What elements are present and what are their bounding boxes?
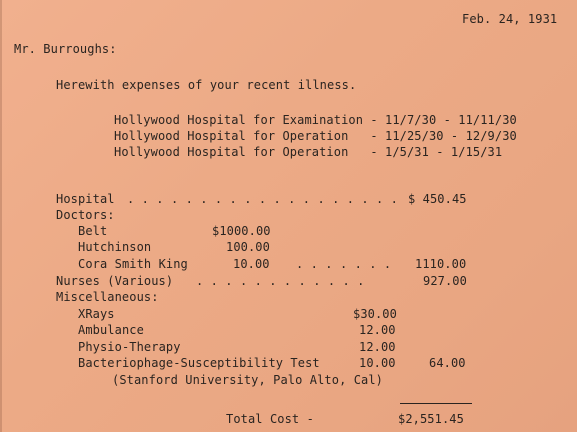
nurses-label: Nurses (Various) (56, 274, 174, 288)
total-amount: $2,551.45 (398, 412, 464, 426)
doctors-total: 1110.00 (415, 257, 467, 271)
intro-line: Herewith expenses of your recent illness. (56, 78, 357, 92)
misc-item-amount: 12.00 (359, 340, 396, 354)
doctor-amount: $1000.00 (212, 224, 271, 238)
misc-item-amount: 12.00 (359, 323, 396, 337)
doctors-leader: . . . . . . . (296, 257, 392, 271)
stay-line: Hollywood Hospital for Examination - 11/7/30 - 11/11/30 (114, 113, 517, 127)
hospital-label: Hospital (56, 192, 115, 206)
misc-item-name: XRays (78, 307, 115, 321)
doctors-label: Doctors: (56, 208, 115, 222)
total-label: Total Cost - (226, 412, 314, 426)
doctor-name: Belt (78, 224, 108, 238)
salutation: Mr. Burroughs: (14, 42, 117, 56)
total-rule (400, 403, 472, 404)
misc-item-amount: 10.00 (359, 356, 396, 370)
letter-date: Feb. 24, 1931 (462, 12, 558, 26)
misc-note: (Stanford University, Palo Alto, Cal) (112, 373, 384, 387)
misc-item-name: Ambulance (78, 323, 144, 337)
doctor-amount: 100.00 (226, 240, 270, 254)
doctor-name: Hutchinson (78, 240, 152, 254)
misc-item-name: Physio-Therapy (78, 340, 181, 354)
misc-item-amount: $30.00 (353, 307, 397, 321)
stay-line: Hollywood Hospital for Operation - 11/25/30 - 12/9/30 (114, 129, 517, 143)
misc-label: Miscellaneous: (56, 290, 159, 304)
doctor-amount: 10.00 (233, 257, 270, 271)
nurses-amount: 927.00 (423, 274, 467, 288)
stay-line: Hollywood Hospital for Operation - 1/5/31 - 1/15/31 (114, 145, 503, 159)
nurses-leader: . . . . . . . . . . . . (196, 274, 365, 288)
paper-edge (0, 0, 2, 432)
misc-item-name: Bacteriophage-Susceptibility Test (78, 356, 320, 370)
misc-total: 64.00 (429, 356, 466, 370)
hospital-amount: $ 450.45 (408, 192, 467, 206)
hospital-leader: . . . . . . . . . . . . . . . . . . . (127, 192, 399, 206)
doctor-name: Cora Smith King (78, 257, 188, 271)
